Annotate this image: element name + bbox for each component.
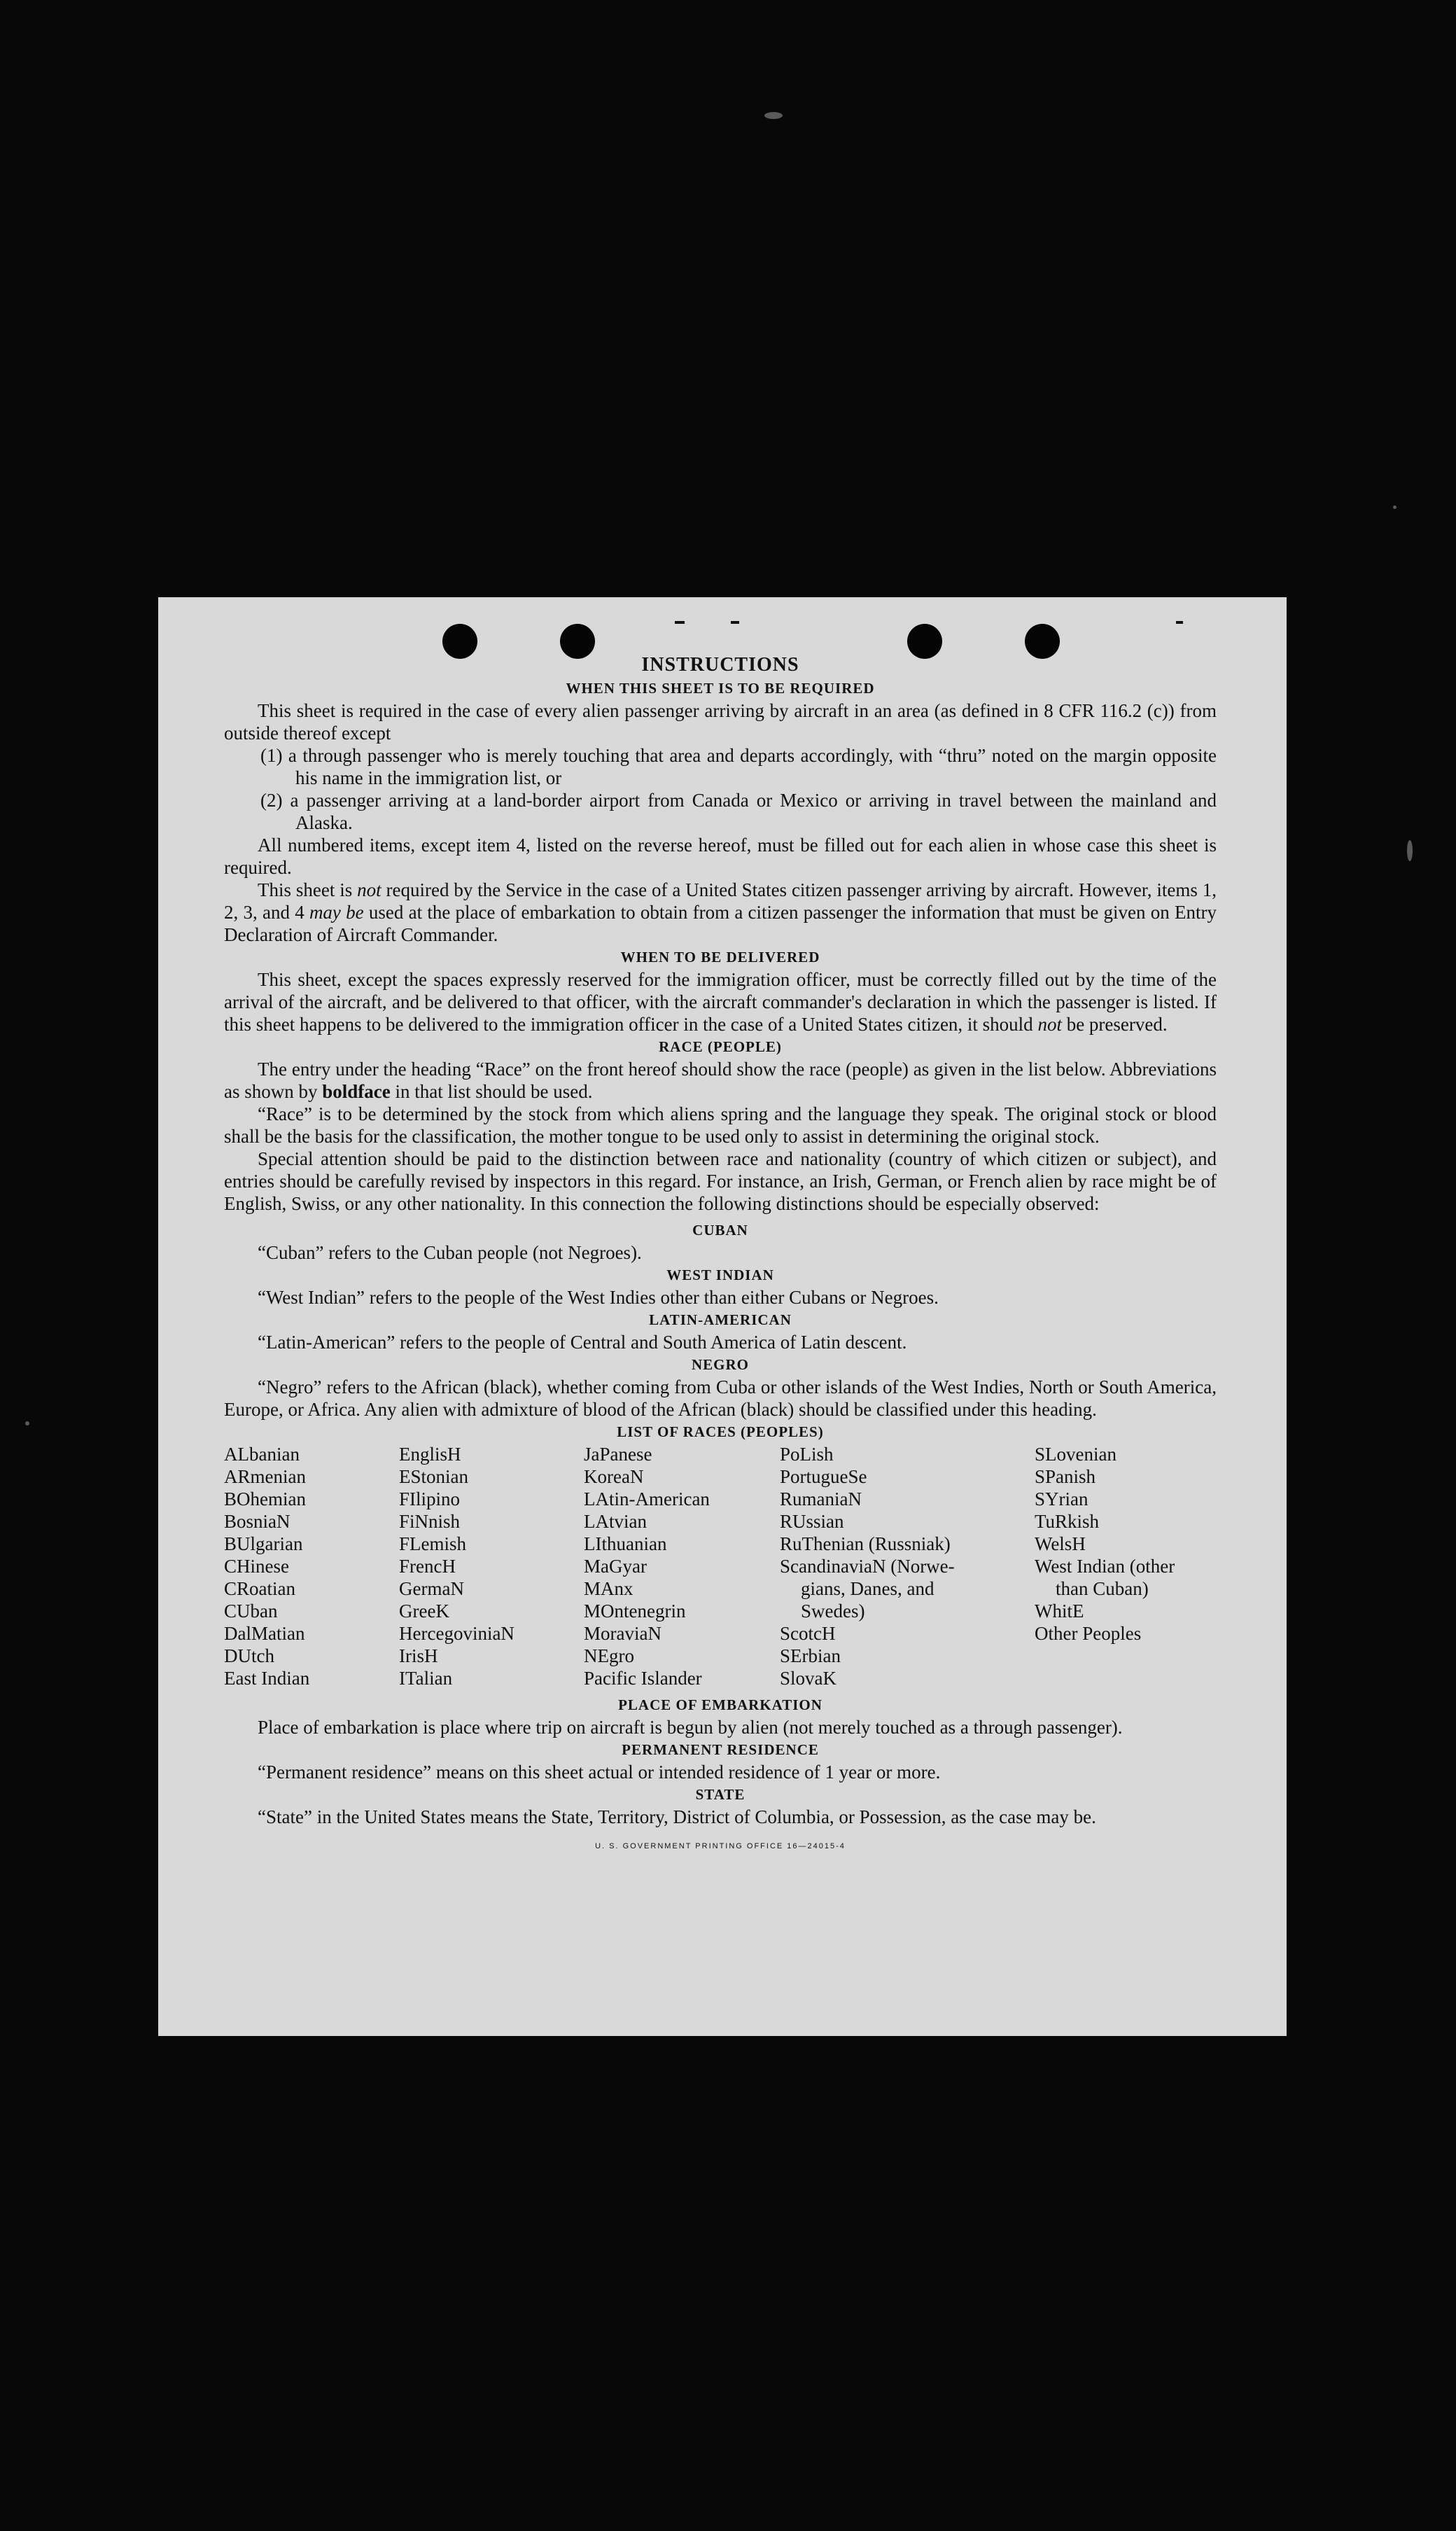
race-entry: GreeK [399, 1601, 449, 1622]
section-heading-race: RACE (PEOPLE) [659, 1038, 782, 1055]
race-entry: FiNnish [399, 1511, 461, 1532]
emphasis: not [357, 879, 382, 900]
scan-mark [1176, 621, 1183, 624]
race-entry: FIlipino [399, 1488, 461, 1509]
section-heading-when-required: WHEN THIS SHEET IS TO BE REQUIRED [566, 680, 875, 697]
race-entry: MAnx [584, 1578, 634, 1599]
instruction-sheet [158, 597, 1287, 2036]
text-run: in that list should be used. [390, 1081, 593, 1102]
section-heading-state: STATE [695, 1786, 746, 1803]
scan-speck [1407, 840, 1413, 861]
scan-speck [1393, 505, 1396, 509]
text-run: This sheet is [258, 879, 358, 900]
punch-hole [560, 624, 595, 659]
emphasis: not [1037, 1014, 1062, 1035]
race-entry: Pacific Islander [584, 1668, 702, 1689]
race-entry: SLovenian [1035, 1444, 1116, 1465]
race-entry: SPanish [1035, 1466, 1096, 1487]
paragraph: “Permanent residence” means on this sheet actual or intended residence of 1 year or more. [258, 1762, 941, 1783]
race-entry: gians, Danes, and [801, 1578, 934, 1599]
race-column [584, 1443, 780, 1689]
race-entry: than Cuban) [1056, 1578, 1149, 1599]
paragraph: “Latin-American” refers to the people of Central and South America of Latin descent. [258, 1332, 907, 1353]
paragraph: This sheet is required in the case of every alien passenger arriving by aircraft in an area (as defined in 8 CFR 116.2 (c)) from outside thereof except [224, 700, 1217, 744]
race-entry: GermaN [399, 1578, 464, 1599]
race-entry: ITalian [399, 1668, 453, 1689]
race-entry: East Indian [224, 1668, 310, 1689]
race-list [224, 1443, 1217, 1689]
text-run: be preserved. [1061, 1014, 1168, 1035]
bold-text: boldface [322, 1081, 391, 1102]
paragraph [224, 968, 1217, 1036]
page-title: INSTRUCTIONS [641, 654, 799, 676]
scan-speck [25, 1421, 29, 1425]
paragraph: “Negro” refers to the African (black), whether coming from Cuba or other islands of the West Indies, North or South America, Europe, or Africa. Any alien with admixture of blood of the African (black) should be classified under this heading. [224, 1376, 1217, 1420]
race-entry: SlovaK [780, 1668, 836, 1689]
section-heading-when-delivered: WHEN TO BE DELIVERED [620, 949, 820, 965]
race-entry: FLemish [399, 1533, 467, 1554]
list-item: (1) a through passenger who is merely touching that area and departs accordingly, with “thru” noted on the margin opposite his name in the immigration list, or [260, 745, 1217, 788]
race-entry: ScandinaviaN (Norwe- [780, 1556, 955, 1577]
section-heading-residence: PERMANENT RESIDENCE [622, 1741, 819, 1758]
scan-speck [764, 112, 783, 119]
race-entry: RumaniaN [780, 1488, 862, 1509]
race-entry: Other Peoples [1035, 1623, 1142, 1644]
race-entry: WelsH [1035, 1533, 1086, 1554]
section-heading-list-of-races: LIST OF RACES (PEOPLES) [617, 1423, 824, 1440]
section-heading-west-indian: WEST INDIAN [666, 1267, 774, 1283]
paragraph: Place of embarkation is place where trip on aircraft is begun by alien (not merely touched as a through passenger). [258, 1717, 1123, 1738]
paragraph: “Race” is to be determined by the stock from which aliens spring and the language they speak. The original stock or blood shall be the basis for the classification, the mother tongue to be used only to assist in determining the original stock. [224, 1103, 1217, 1147]
race-column [224, 1443, 399, 1689]
race-entry: SErbian [780, 1645, 841, 1666]
race-entry: EStonian [399, 1466, 468, 1487]
paragraph: All numbered items, except item 4, listed on the reverse hereof, must be filled out for each alien in whose case this sheet is required. [224, 835, 1217, 878]
section-heading-embarkation: PLACE OF EMBARKATION [618, 1696, 822, 1713]
text-run: required by the Service in the case of a United States citizen passenger arriving by aircraft. However, items 1, 2, 3, and 4 [224, 879, 1217, 923]
race-entry: LIthuanian [584, 1533, 667, 1554]
race-entry: EnglisH [399, 1444, 461, 1465]
paragraph [224, 1058, 1217, 1103]
paragraph: “Cuban” refers to the Cuban people (not Negroes). [258, 1242, 642, 1263]
text-run: used at the place of embarkation to obtain from a citizen passenger the information that must be given on Entry Declaration of Aircraft Commander. [224, 902, 1217, 945]
punch-hole [442, 624, 477, 659]
race-entry: ARmenian [224, 1466, 306, 1487]
race-entry: ScotcH [780, 1623, 836, 1644]
race-entry: SYrian [1035, 1488, 1088, 1509]
scan-mark [675, 621, 685, 624]
race-entry: DalMatian [224, 1623, 305, 1644]
list-item: (2) a passenger arriving at a land-border airport from Canada or Mexico or arriving in travel between the mainland and Alaska. [260, 790, 1217, 833]
race-entry: CRoatian [224, 1578, 295, 1599]
race-column [1035, 1443, 1217, 1689]
race-entry: CHinese [224, 1556, 289, 1577]
race-entry: FrencH [399, 1556, 456, 1577]
printer-imprint: U. S. GOVERNMENT PRINTING OFFICE 16—24015-4 [595, 1842, 846, 1850]
race-entry: ALbanian [224, 1444, 300, 1465]
race-entry: IrisH [399, 1645, 438, 1666]
race-entry: BUlgarian [224, 1533, 303, 1554]
text-run: The entry under the heading “Race” on the front hereof should show the race (people) as given in the list below. Abbreviations as shown by [224, 1059, 1217, 1102]
race-entry: MaGyar [584, 1556, 647, 1577]
section-heading-negro: NEGRO [691, 1356, 749, 1373]
race-entry: Swedes) [801, 1601, 865, 1622]
punch-hole [1025, 624, 1060, 659]
race-entry: West Indian (other [1035, 1556, 1175, 1577]
race-entry: RuThenian (Russniak) [780, 1533, 951, 1554]
race-entry: HercegoviniaN [399, 1623, 514, 1644]
race-entry: KoreaN [584, 1466, 644, 1487]
section-heading-latin-american: LATIN-AMERICAN [649, 1311, 792, 1328]
race-column [780, 1443, 1035, 1689]
paragraph [224, 879, 1217, 946]
race-entry: PortugueSe [780, 1466, 867, 1487]
race-entry: MoraviaN [584, 1623, 662, 1644]
race-column [399, 1443, 584, 1689]
race-entry: TuRkish [1035, 1511, 1100, 1532]
race-entry: LAtin-American [584, 1488, 710, 1509]
scan-mark [731, 621, 739, 624]
section-heading-cuban: CUBAN [692, 1222, 748, 1239]
race-entry: MOntenegrin [584, 1601, 686, 1622]
race-entry: JaPanese [584, 1444, 652, 1465]
race-entry: PoLish [780, 1444, 834, 1465]
emphasis: may be [309, 902, 364, 923]
race-entry: CUban [224, 1601, 278, 1622]
punch-hole [907, 624, 942, 659]
race-entry: BOhemian [224, 1488, 306, 1509]
race-entry: WhitE [1035, 1601, 1084, 1622]
race-entry: LAtvian [584, 1511, 647, 1532]
race-entry: NEgro [584, 1645, 634, 1666]
race-entry: DUtch [224, 1645, 274, 1666]
text-run: This sheet, except the spaces expressly reserved for the immigration officer, must be correctly filled out by the time of the arrival of the aircraft, and be delivered to that officer, with the aircraft commander's declaration in which the passenger is listed. If this sheet happens to be delivered to the immigration officer in the case of a United States citizen, it should [224, 969, 1217, 1035]
paragraph: “State” in the United States means the State, Territory, District of Columbia, or Possession, as the case may be. [258, 1806, 1096, 1827]
paragraph: “West Indian” refers to the people of the West Indies other than either Cubans or Negroes. [258, 1287, 939, 1308]
race-entry: BosniaN [224, 1511, 290, 1532]
race-entry: RUssian [780, 1511, 844, 1532]
paragraph: Special attention should be paid to the distinction between race and nationality (country of which citizen or subject), and entries should be carefully revised by inspectors in this regard. For instance, an Irish, German, or French alien by race might be of English, Swiss, or any other nationality. In this connection the following distinctions should be especially observed: [224, 1148, 1217, 1214]
